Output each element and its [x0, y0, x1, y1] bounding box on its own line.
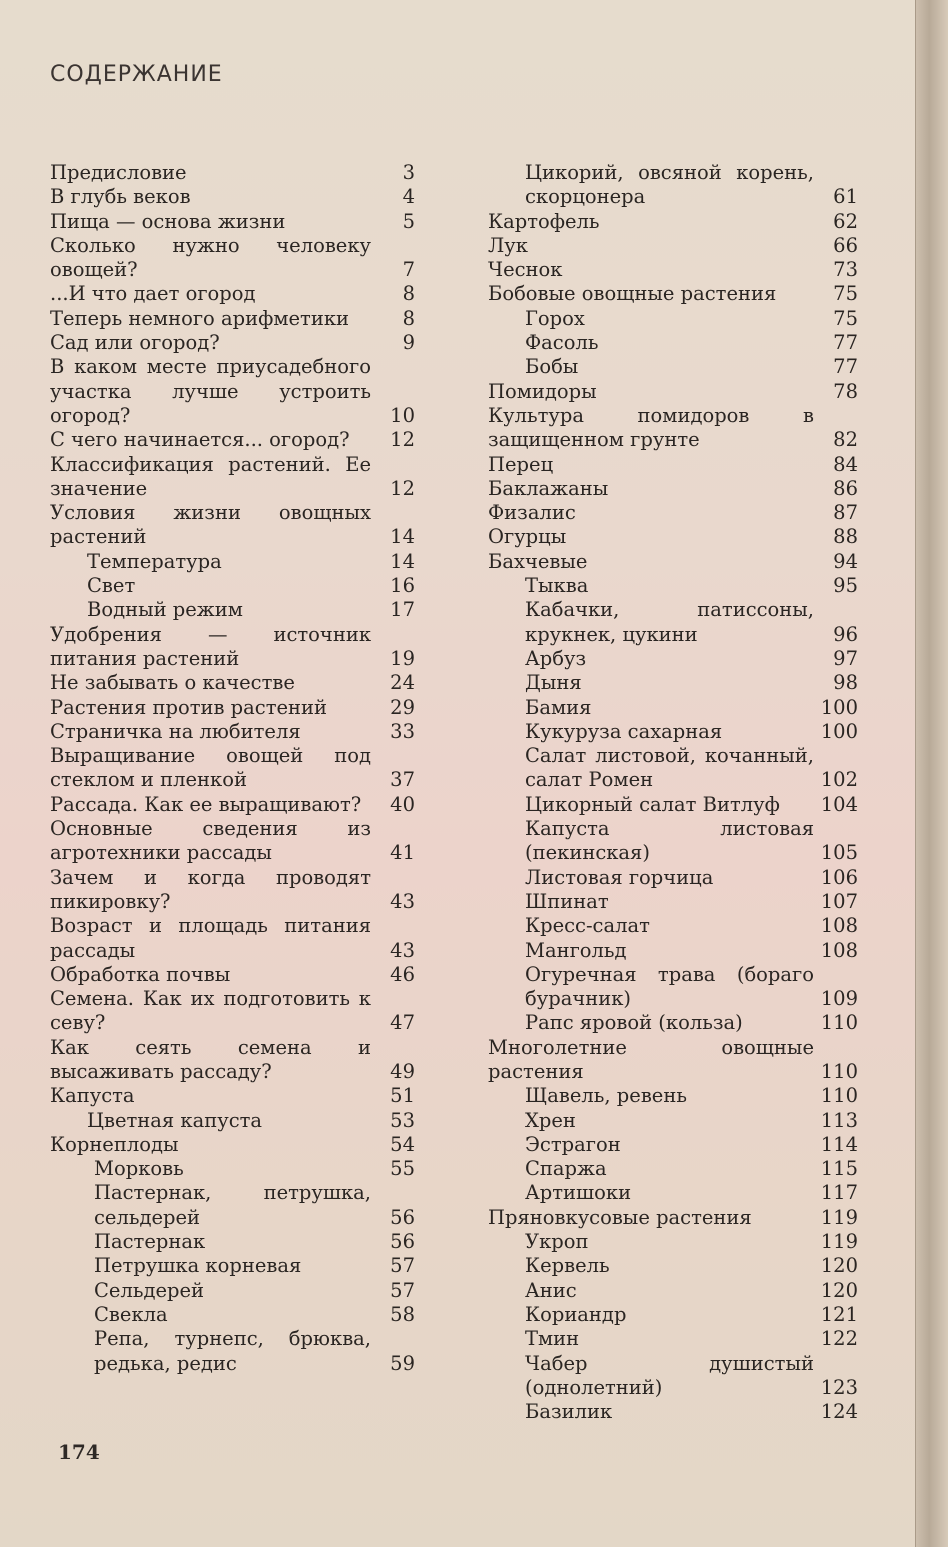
toc-entry	[50, 914, 415, 963]
toc-title: Температура	[87, 549, 222, 573]
toc-title: Спаржа	[525, 1157, 607, 1181]
toc-title: Листовая горчица	[525, 865, 714, 889]
toc-title: Условия жизни овощных растений	[50, 501, 371, 549]
toc-entry	[488, 793, 858, 817]
toc-entry	[488, 258, 858, 282]
toc-title: Выращивание овощей под стеклом и пленкой	[50, 744, 371, 792]
toc-page: 58	[390, 1302, 415, 1326]
toc-entry	[50, 331, 415, 355]
toc-title: Репа, турнепс, брюква, редька, редис	[94, 1327, 371, 1375]
toc-entry	[50, 793, 415, 817]
toc-page: 110	[820, 1059, 858, 1083]
toc-page: 119	[820, 1230, 858, 1254]
toc-entry	[50, 574, 415, 598]
toc-page: 33	[390, 719, 415, 743]
toc-page: 106	[820, 865, 858, 889]
toc-title: Корнеплоды	[50, 1132, 179, 1156]
toc-page: 86	[833, 476, 858, 500]
contents-column-left	[50, 161, 415, 1376]
toc-entry	[488, 647, 858, 671]
toc-page: 100	[820, 695, 858, 719]
toc-page: 59	[390, 1351, 415, 1375]
toc-entry	[50, 866, 415, 915]
toc-entry	[488, 1303, 858, 1327]
toc-title: Морковь	[94, 1157, 184, 1181]
toc-entry	[50, 234, 415, 283]
toc-page: 17	[390, 598, 415, 622]
toc-title: Пастернак	[94, 1230, 206, 1254]
toc-title: Лук	[488, 233, 528, 257]
toc-page: 115	[820, 1157, 858, 1181]
toc-page: 57	[390, 1278, 415, 1302]
toc-title: Сельдерей	[94, 1278, 205, 1302]
toc-page: 108	[820, 938, 858, 962]
toc-page: 98	[833, 671, 858, 695]
toc-entry	[50, 817, 415, 866]
toc-title: Кресс-салат	[525, 914, 650, 938]
toc-entry	[488, 477, 858, 501]
toc-page: 12	[390, 476, 415, 500]
toc-entry	[488, 1327, 858, 1351]
toc-entry	[488, 234, 858, 258]
toc-page: 46	[390, 962, 415, 986]
toc-page: 8	[402, 282, 415, 306]
toc-page: 75	[833, 306, 858, 330]
toc-title: Бобовые овощные растения	[488, 282, 777, 306]
toc-title: Предисловие	[50, 161, 187, 184]
toc-title: Кориандр	[525, 1302, 627, 1326]
toc-entry	[50, 720, 415, 744]
toc-entry	[488, 696, 858, 720]
toc-page: 102	[820, 768, 858, 792]
toc-entry	[50, 550, 415, 574]
toc-entry	[488, 307, 858, 331]
toc-page: 12	[390, 428, 415, 452]
toc-title: Бамия	[525, 695, 592, 719]
toc-title: Петрушка корневая	[94, 1254, 302, 1278]
toc-page: 8	[402, 306, 415, 330]
toc-page: 108	[820, 914, 858, 938]
toc-title: Укроп	[525, 1230, 589, 1254]
toc-title: Основные сведения из агротехники рассады	[50, 817, 371, 865]
toc-page: 66	[833, 233, 858, 257]
toc-page: 51	[390, 1084, 415, 1108]
toc-page: 14	[390, 525, 415, 549]
toc-title: Анис	[525, 1278, 577, 1302]
toc-page: 54	[390, 1132, 415, 1156]
toc-title: Кабачки, патиссоны, крукнек, цукини	[525, 598, 814, 646]
toc-page: 4	[402, 185, 415, 209]
toc-page: 37	[390, 768, 415, 792]
toc-title: Свекла	[94, 1302, 168, 1326]
toc-title: Огуречная трава (бораго бурачник)	[525, 962, 814, 1011]
toc-entry	[488, 380, 858, 404]
toc-entry	[50, 1036, 415, 1085]
toc-page: 119	[820, 1205, 858, 1229]
toc-title: Картофель	[488, 209, 600, 233]
toc-title: Теперь немного арифметики	[50, 306, 350, 330]
toc-page: 43	[390, 938, 415, 962]
toc-page: 62	[833, 209, 858, 233]
toc-title: Чабер душистый (однолетний)	[525, 1351, 814, 1399]
toc-page: 5	[402, 209, 415, 233]
toc-page: 53	[390, 1108, 415, 1132]
toc-title: ...И что дает огород	[50, 282, 256, 306]
toc-entry	[488, 1181, 858, 1205]
toc-title: Перец	[488, 452, 554, 476]
toc-entry	[488, 1084, 858, 1108]
toc-page: 120	[820, 1254, 858, 1278]
toc-page: 84	[833, 452, 858, 476]
toc-page: 40	[390, 792, 415, 816]
toc-entry	[488, 1011, 858, 1035]
toc-page: 77	[833, 331, 858, 355]
toc-entry	[50, 1109, 415, 1133]
toc-entry	[50, 598, 415, 622]
toc-entry	[50, 623, 415, 672]
toc-entry	[488, 1157, 858, 1181]
toc-entry	[50, 987, 415, 1036]
toc-entry	[50, 210, 415, 234]
toc-page: 100	[820, 719, 858, 743]
toc-page: 94	[833, 549, 858, 573]
toc-page: 77	[833, 355, 858, 379]
toc-page: 124	[820, 1400, 858, 1424]
toc-entry	[488, 355, 858, 379]
contents-column-right	[488, 161, 858, 1424]
toc-entry	[488, 331, 858, 355]
toc-title: Цикорный салат Витлуф	[525, 792, 780, 816]
toc-page: 9	[402, 331, 415, 355]
toc-entry	[50, 696, 415, 720]
toc-entry	[488, 817, 858, 866]
toc-page: 19	[390, 646, 415, 670]
toc-entry	[50, 185, 415, 209]
toc-title: Фасоль	[525, 331, 599, 355]
toc-page: 78	[833, 379, 858, 403]
toc-title: Хрен	[525, 1108, 576, 1132]
toc-page: 109	[820, 987, 858, 1011]
toc-entry	[488, 963, 858, 1012]
toc-title: В каком месте приусадебного участка лучше устроить огород?	[50, 355, 371, 427]
toc-title: Капуста листовая (пекинская)	[525, 817, 814, 865]
toc-page: 104	[820, 792, 858, 816]
toc-page: 82	[833, 428, 858, 452]
toc-entry	[50, 355, 415, 428]
toc-title: Дыня	[525, 671, 582, 695]
toc-page: 113	[820, 1108, 858, 1132]
toc-page: 117	[820, 1181, 858, 1205]
toc-entry	[50, 1279, 415, 1303]
toc-entry	[488, 550, 858, 574]
toc-entry	[50, 1254, 415, 1278]
contents-heading: СОДЕРЖАНИЕ	[50, 62, 223, 87]
toc-title: Растения против растений	[50, 695, 328, 719]
toc-entry	[488, 744, 858, 793]
toc-entry	[50, 428, 415, 452]
toc-entry	[488, 525, 858, 549]
toc-title: Бахчевые	[488, 549, 588, 573]
toc-title: Шпинат	[525, 889, 609, 913]
toc-entry	[50, 1230, 415, 1254]
toc-entry	[488, 866, 858, 890]
toc-title: Цветная капуста	[87, 1108, 263, 1132]
page-number: 174	[58, 1440, 100, 1464]
toc-title: С чего начинается... огород?	[50, 428, 350, 452]
toc-page: 114	[820, 1132, 858, 1156]
toc-entry	[50, 501, 415, 550]
toc-title: Страничка на любителя	[50, 719, 301, 743]
toc-entry	[488, 1133, 858, 1157]
toc-title: Возраст и площадь питания рассады	[50, 914, 371, 962]
toc-page: 73	[833, 258, 858, 282]
toc-page: 105	[820, 841, 858, 865]
toc-entry	[50, 161, 415, 185]
toc-page: 87	[833, 501, 858, 525]
toc-entry	[50, 307, 415, 331]
toc-title: Сад или огород?	[50, 331, 220, 355]
toc-title: Водный режим	[87, 598, 243, 622]
toc-entry	[488, 1279, 858, 1303]
toc-page: 96	[833, 622, 858, 646]
toc-title: Рапс яровой (кольза)	[525, 1011, 743, 1035]
toc-title: Рассада. Как ее выращивают?	[50, 792, 362, 816]
toc-title: Как сеять семена и высаживать рассаду?	[50, 1035, 371, 1083]
toc-page: 61	[833, 185, 858, 209]
toc-entry	[488, 453, 858, 477]
toc-title: Базилик	[525, 1400, 613, 1424]
toc-entry	[488, 890, 858, 914]
toc-entry	[488, 282, 858, 306]
toc-entry	[488, 1254, 858, 1278]
toc-entry	[50, 1084, 415, 1108]
toc-entry	[50, 1181, 415, 1230]
toc-title: Зачем и когда проводят пикировку?	[50, 865, 371, 913]
toc-title: Горох	[525, 306, 585, 330]
toc-title: Огурцы	[488, 525, 567, 549]
toc-entry	[488, 1206, 858, 1230]
toc-entry	[488, 939, 858, 963]
toc-page: 3	[402, 161, 415, 184]
toc-page: 107	[820, 889, 858, 913]
toc-page: 55	[390, 1157, 415, 1181]
toc-title: Обработка почвы	[50, 962, 231, 986]
toc-title: Кервель	[525, 1254, 610, 1278]
toc-entry	[50, 282, 415, 306]
toc-entry	[50, 963, 415, 987]
toc-title: Тмин	[525, 1327, 580, 1351]
toc-title: Помидоры	[488, 379, 597, 403]
toc-title: Арбуз	[525, 646, 587, 670]
toc-title: В глубь веков	[50, 185, 191, 209]
toc-title: Физалис	[488, 501, 576, 525]
toc-entry	[488, 501, 858, 525]
toc-title: Тыква	[525, 574, 589, 598]
book-gutter	[915, 0, 948, 1547]
toc-page: 16	[390, 574, 415, 598]
toc-page: 7	[402, 258, 415, 282]
toc-title: Салат листовой, кочанный, салат Ромен	[525, 744, 814, 792]
toc-title: Артишоки	[525, 1181, 632, 1205]
toc-entry	[488, 574, 858, 598]
toc-page: 14	[390, 549, 415, 573]
toc-title: Удобрения — источник питания растений	[50, 622, 371, 670]
toc-title: Сколько нужно человеку овощей?	[50, 233, 371, 282]
toc-entry	[488, 1352, 858, 1401]
toc-page: 75	[833, 282, 858, 306]
toc-entry	[488, 404, 858, 453]
toc-title: Чеснок	[488, 258, 563, 282]
toc-page: 10	[390, 403, 415, 427]
toc-entry	[50, 1133, 415, 1157]
toc-entry	[488, 598, 858, 647]
toc-title: Пастернак, петрушка, сельдерей	[94, 1181, 371, 1229]
toc-page: 110	[820, 1084, 858, 1108]
toc-page: 41	[390, 841, 415, 865]
toc-title: Не забывать о качестве	[50, 671, 295, 695]
toc-title: Классификация растений. Ее значение	[50, 452, 371, 500]
toc-entry	[488, 671, 858, 695]
toc-title: Цикорий, овсяной корень, скорцонера	[525, 161, 814, 209]
toc-page: 121	[820, 1302, 858, 1326]
toc-title: Кукуруза сахарная	[525, 719, 723, 743]
toc-page: 88	[833, 525, 858, 549]
toc-entry	[488, 210, 858, 234]
toc-entry	[488, 161, 858, 210]
toc-title: Свет	[87, 574, 136, 598]
toc-entry	[488, 720, 858, 744]
toc-page: 43	[390, 889, 415, 913]
toc-page: 29	[390, 695, 415, 719]
toc-entry	[50, 671, 415, 695]
toc-entry	[488, 1036, 858, 1085]
toc-entry	[50, 744, 415, 793]
toc-title: Капуста	[50, 1084, 135, 1108]
toc-entry	[50, 453, 415, 502]
toc-entry	[50, 1157, 415, 1181]
toc-page: 56	[390, 1230, 415, 1254]
toc-entry	[50, 1327, 415, 1376]
toc-page: 120	[820, 1278, 858, 1302]
toc-page: 57	[390, 1254, 415, 1278]
toc-entry	[488, 1400, 858, 1424]
toc-title: Многолетние овощные растения	[488, 1035, 814, 1083]
toc-title: Семена. Как их подготовить к севу?	[50, 987, 371, 1035]
toc-title: Мангольд	[525, 938, 627, 962]
toc-page: 122	[820, 1327, 858, 1351]
toc-entry	[488, 1230, 858, 1254]
toc-page: 56	[390, 1205, 415, 1229]
toc-title: Культура помидоров в защищенном грунте	[488, 403, 814, 452]
toc-page: 95	[833, 574, 858, 598]
toc-page: 47	[390, 1011, 415, 1035]
toc-entry	[50, 1303, 415, 1327]
toc-page: 24	[390, 671, 415, 695]
toc-title: Эстрагон	[525, 1132, 621, 1156]
toc-page: 123	[820, 1375, 858, 1399]
toc-title: Баклажаны	[488, 476, 609, 500]
toc-title: Щавель, ревень	[525, 1084, 687, 1108]
toc-entry	[488, 1109, 858, 1133]
toc-title: Пряновкусовые растения	[488, 1205, 752, 1229]
toc-entry	[488, 914, 858, 938]
toc-page: 97	[833, 646, 858, 670]
toc-page: 49	[390, 1059, 415, 1083]
toc-title: Бобы	[525, 355, 579, 379]
toc-page: 110	[820, 1011, 858, 1035]
toc-title: Пища — основа жизни	[50, 209, 286, 233]
